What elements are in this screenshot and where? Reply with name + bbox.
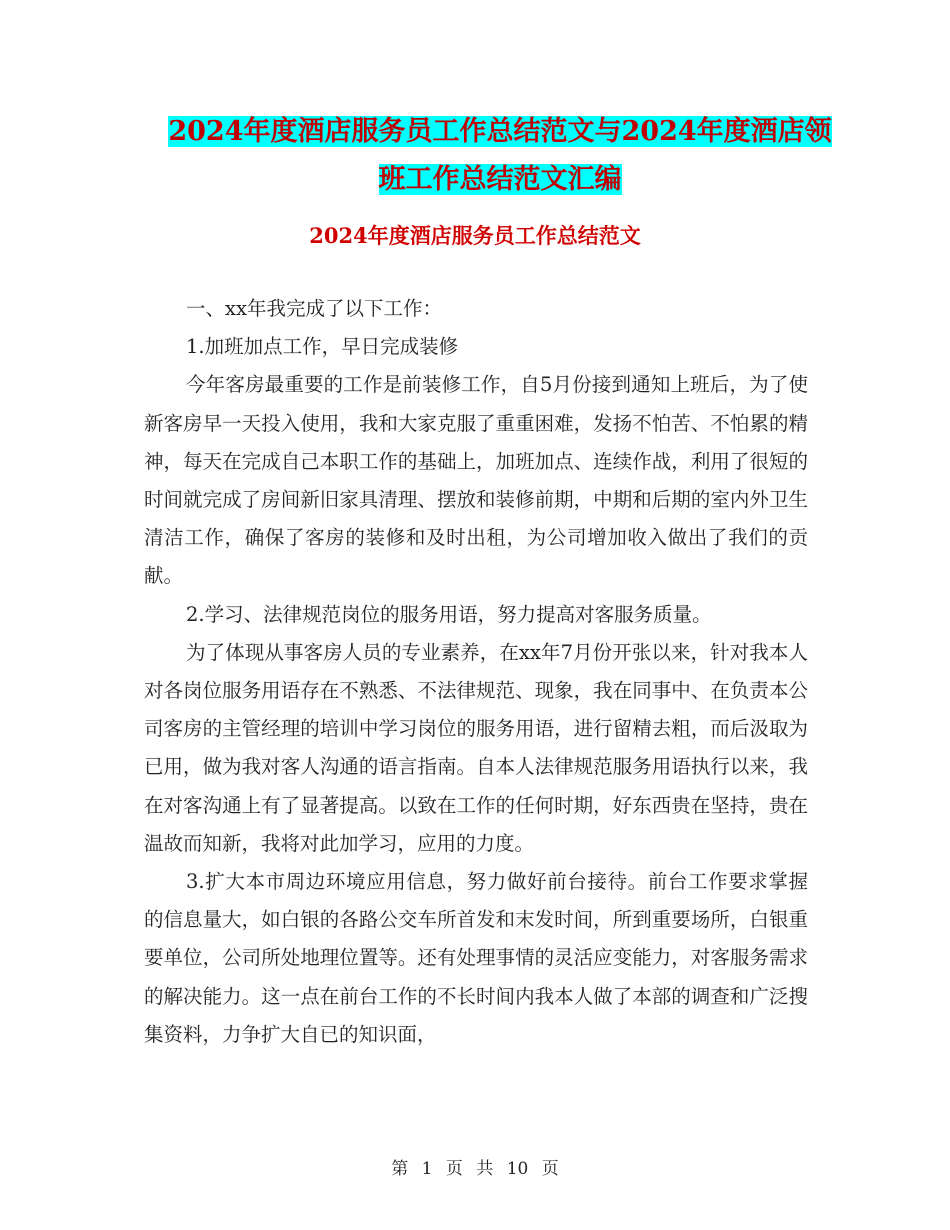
body-paragraph: 为了体现从事客房人员的专业素养，在xx年7月份开张以来，针对我本人对各岗位服务用语存在不熟悉、不法律规范、现象，我在同事中、在负责本公司客房的主管经理的培训中学习岗位的服务用语，进行留精去粗，而后汲取为已用，做为我对客人沟通的语言指南。自本人法律规范服务用语执行以来，我在对客沟通上有了显著提高。以致在工作的任何时期，好东西贵在坚持，贵在温故而知新，我将对此加学习，应用的力度。 [144, 640, 808, 855]
section-title: 2024年度酒店服务员工作总结范文 [309, 223, 641, 248]
body-paragraph: 今年客房最重要的工作是前装修工作，自5月份接到通知上班后，为了使新客房早一天投入使用，我和大家克服了重重困难，发扬不怕苦、不怕累的精神，每天在完成自己本职工作的基础上，加班加点、连续作战，利用了很短的时间就完成了房间新旧家具清理、摆放和装修前期，中期和后期的室内外卫生清洁工作，确保了客房的装修和及时出租，为公司增加收入做出了我们的贡献。 [144, 373, 808, 588]
body-paragraph: 2.学习、法律规范岗位的服务用语，努力提高对客服务质量。 [186, 602, 712, 626]
page-number-footer: 第 1 页 共 10 页 [391, 1159, 559, 1179]
body-paragraph: 一、xx年我完成了以下工作： [186, 297, 442, 320]
body-paragraph: 3.扩大本市周边环境应用信息，努力做好前台接待。前台工作要求掌握的信息量大，如白银的各路公交车所首发和末发时间，所到重要场所，白银重要单位，公司所处地理位置等。还有处理事情的灵活应变能力，对客服务需求的解决能力。这一点在前台工作的不长时间内我本人做了本部的调查和广泛搜集资料，力争扩大自已的知识面， [144, 870, 808, 1046]
body-paragraph: 1.加班加点工作，早日完成装修 [186, 335, 459, 359]
document-title-line-1: 2024年度酒店服务员工作总结范文与2024年度酒店领 [168, 116, 832, 147]
document-body [144, 290, 808, 1054]
document-title-line-2: 班工作总结范文汇编 [378, 164, 622, 195]
document-title [100, 108, 900, 204]
